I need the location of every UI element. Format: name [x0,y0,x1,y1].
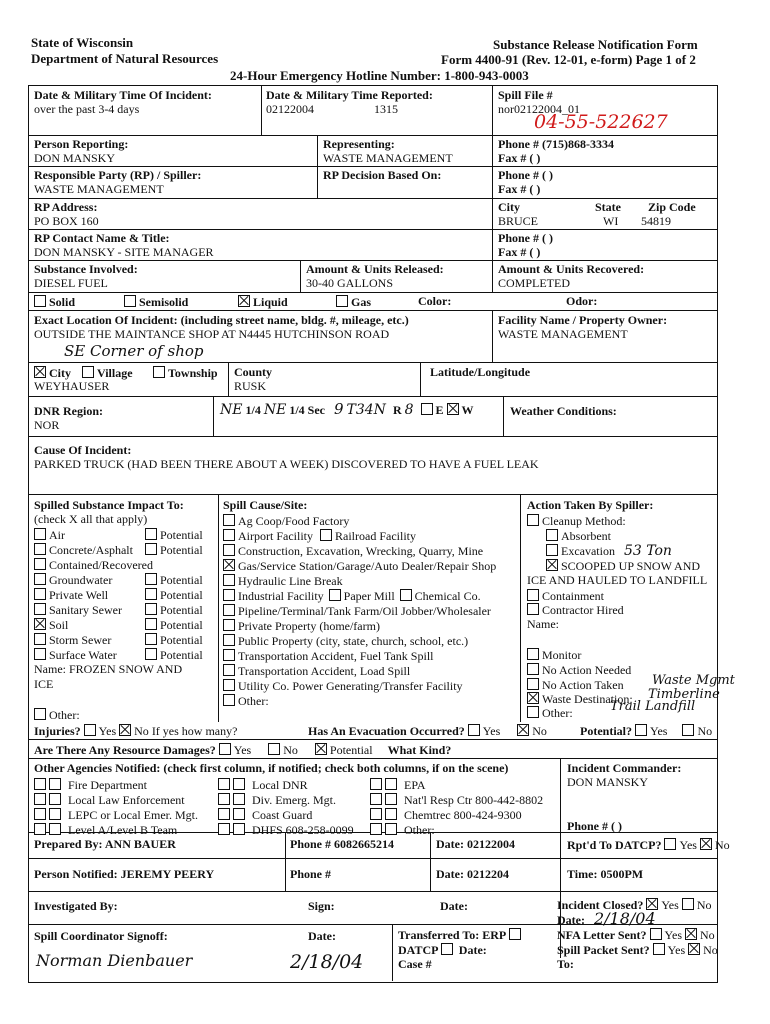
range-east-checkbox[interactable] [421,403,433,415]
impact-item[interactable] [34,618,68,632]
agency-checkbox[interactable] [385,793,397,805]
cause-public-checkbox[interactable] [223,634,235,646]
city-label: City [498,200,520,214]
agency-checkbox[interactable] [34,808,46,820]
notified-phone: Phone # [290,867,332,881]
gas-checkbox[interactable] [336,295,348,307]
representing-value: WASTE MANAGEMENT [323,151,453,165]
prepared-phone: Phone # 6082665214 [290,837,395,851]
hand-waste-mgmt: Waste Mgmt [652,673,735,688]
agency-item[interactable] [34,808,198,822]
spill-file-value: nor02122004_01 [498,102,580,116]
fax-3: Fax # ( ) [498,245,541,259]
scooped-checkbox[interactable] [546,559,558,571]
potential-checkbox[interactable] [145,618,157,630]
substance-value: DIESEL FUEL [34,276,108,290]
solid-checkbox[interactable] [34,295,46,307]
action-other-checkbox[interactable] [527,706,539,718]
exact-location-label: Exact Location Of Incident: (including street name, bldg. #, mileage, etc.) [34,313,409,327]
commander-value: DON MANSKY [567,775,649,789]
rp-contact-label: RP Contact Name & Title: [34,231,170,245]
department-title: Department of Natural Resources [31,51,219,66]
injuries-row: Injuries? Yes No If yes how many? [34,724,238,738]
agency-checkbox[interactable] [34,823,46,835]
potential-checkbox[interactable] [145,588,157,600]
township-option[interactable]: Township [153,366,218,380]
impact-name-value: ICE [34,677,54,691]
cause-fuel-tank-checkbox[interactable] [223,649,235,661]
impact-item[interactable] [34,633,111,647]
potential-checkbox[interactable] [145,573,157,585]
agency-label: Local DNR [252,778,308,792]
agency-item[interactable] [370,823,435,837]
agency-label: Chemtrec 800-424-9300 [404,808,522,822]
cause-site-label: Spill Cause/Site: [223,498,308,512]
agency-checkbox[interactable] [49,793,61,805]
evac-no-checkbox[interactable] [517,724,529,736]
hand-trail-landfill: Trail Landfill [610,699,696,714]
agency-checkbox[interactable] [49,808,61,820]
potential-label: Potential [160,633,203,647]
no-action-needed-checkbox[interactable] [527,663,539,675]
signoff-label: Spill Coordinator Signoff: [34,929,168,943]
odor-label: Odor: [566,294,598,308]
agencies-label: Other Agencies Notified: (check first column, if notified; check both columns, if on the scene) [34,761,509,775]
datcp-row: Rpt'd To DATCP? Yes No [567,838,730,852]
impact-item-label: Contained/Recovered [49,558,153,572]
potential-checkbox[interactable] [145,528,157,540]
potential-checkbox[interactable] [145,543,157,555]
nfa-yes-checkbox[interactable] [650,928,662,940]
potential-label: Potential [160,603,203,617]
injuries-yes-checkbox[interactable] [84,724,96,736]
phone-1: Phone # (715)868-3334 [498,137,614,151]
closed-no-checkbox[interactable] [682,898,694,910]
fax-2: Fax # ( ) [498,182,541,196]
potential-no-checkbox[interactable] [682,724,694,736]
agency-checkbox[interactable] [218,778,230,790]
incident-time-value: over the past 3-4 days [34,102,140,116]
form-title: Substance Release Notification Form [493,37,698,52]
containment[interactable]: Containment [527,589,604,603]
impact-other[interactable]: Other: [34,708,80,722]
impact-checkbox[interactable] [34,558,46,570]
containment-checkbox[interactable] [527,589,539,601]
impact-item-label: Air [49,528,65,542]
phone-2: Phone # ( ) [498,168,553,182]
absorbent-checkbox[interactable] [546,529,558,541]
facility-value: WASTE MANAGEMENT [498,327,628,341]
cause-site-hydraulic[interactable]: Hydraulic Line Break [223,574,343,588]
impact-potential[interactable] [145,588,203,602]
packet-yes-checkbox[interactable] [653,943,665,955]
evac-yes-checkbox[interactable] [468,724,480,736]
reported-time-value: 1315 [374,102,398,116]
substance-label: Substance Involved: [34,262,138,276]
agency-checkbox[interactable] [385,823,397,835]
liquid-option[interactable]: Liquid [238,295,288,309]
cause-site-load[interactable]: Transportation Accident, Load Spill [223,664,410,678]
potential-row: Potential? Yes No [580,724,713,738]
agency-item[interactable] [218,793,336,807]
notified-date: Date: 0212204 [436,867,509,881]
city-option[interactable]: City [34,366,71,380]
agency-item[interactable] [218,823,354,837]
prepared-by: Prepared By: ANN BAUER [34,837,176,851]
form-number: Form 4400-91 (Rev. 12-01, e-form) Page 1 of 2 [441,52,696,67]
incident-closed-row: Incident Closed? Yes No [557,898,712,912]
county-label: County [234,365,273,379]
agency-checkbox[interactable] [218,808,230,820]
reported-time-label: Date & Military Time Reported: [266,88,433,102]
impact-item-label: Surface Water [49,648,117,662]
agency-checkbox[interactable] [370,793,382,805]
cause-site-ag[interactable]: Ag Coop/Food Factory [223,514,349,528]
dnr-region-value: NOR [34,418,60,432]
packet-row: Spill Packet Sent? Yes No [557,943,718,957]
municipality-value: WEYHAUSER [34,379,110,393]
excavation[interactable]: Excavation 53 Ton [546,544,672,558]
agency-label: Nat'l Resp Ctr 800-442-8802 [404,793,544,807]
potential-yes-checkbox[interactable] [635,724,647,736]
agency-item[interactable] [218,778,308,792]
transferred-row: Transferred To: ERP [398,928,524,942]
cause-site-construction[interactable]: Construction, Excavation, Wrecking, Quarry, Mine [223,544,483,558]
impact-item-label: Groundwater [49,573,113,587]
impact-item-label: Concrete/Asphalt [49,543,133,557]
cause-site-airport[interactable]: Airport Facility Railroad Facility [223,529,416,543]
agency-item[interactable] [370,778,426,792]
dnr-region-label: DNR Region: [34,404,103,418]
agency-item[interactable] [370,793,543,807]
agency-item[interactable] [34,793,185,807]
waste-destination-checkbox[interactable] [527,692,539,704]
commander-phone: Phone # ( ) [567,819,622,833]
agency-checkbox[interactable] [34,793,46,805]
agency-item[interactable] [34,778,147,792]
cause-ag-checkbox[interactable] [223,514,235,526]
action-other[interactable]: Other: [527,706,573,720]
agency-label: Fire Department [68,778,147,792]
impact-name-label: Name: FROZEN SNOW AND [34,662,183,676]
signoff-date-label: Date: [308,929,336,943]
potential-label: Potential [160,588,203,602]
absorbent[interactable]: Absorbent [546,529,611,543]
released-label: Amount & Units Released: [306,262,444,276]
agency-checkbox[interactable] [49,778,61,790]
impact-item-label: Storm Sewer [49,633,112,647]
datcp-yes-checkbox[interactable] [664,838,676,850]
impact-item[interactable] [34,648,117,662]
semisolid-option[interactable]: Semisolid [124,295,188,309]
agency-label: Div. Emerg. Mgt. [252,793,336,807]
township-checkbox[interactable] [153,366,165,378]
agency-checkbox[interactable] [34,778,46,790]
monitor-checkbox[interactable] [527,648,539,660]
agency-checkbox[interactable] [233,823,245,835]
cause-site-industrial[interactable]: Industrial Facility Paper Mill Chemical Co. [223,589,481,603]
impact-item[interactable] [34,558,153,572]
color-label: Color: [418,294,452,308]
potential-label: Potential [160,543,203,557]
state-title: State of Wisconsin [31,35,134,50]
packet-no-checkbox[interactable] [688,943,700,955]
excavation-checkbox[interactable] [546,544,558,556]
weather-label: Weather Conditions: [510,404,617,418]
gas-option[interactable]: Gas [336,295,371,309]
agency-checkbox[interactable] [385,808,397,820]
agency-checkbox[interactable] [370,823,382,835]
cause-site-utility[interactable]: Utility Co. Power Generating/Transfer Facility [223,679,463,693]
state-value: WI [603,214,619,228]
datcp-transfer-checkbox[interactable] [441,943,453,955]
agency-label: Other: [404,823,435,837]
monitor[interactable]: Monitor [527,648,581,662]
agency-checkbox[interactable] [233,808,245,820]
impact-potential[interactable] [145,573,203,587]
cause-site-gas-station[interactable]: Gas/Service Station/Garage/Auto Dealer/Repair Shop [223,559,496,573]
potential-checkbox[interactable] [145,633,157,645]
cause-railroad-checkbox[interactable] [320,529,332,541]
rp-address-value: PO BOX 160 [34,214,99,228]
investigated-by: Investigated By: [34,899,118,913]
impact-checkbox[interactable] [34,588,46,600]
resource-potential-checkbox[interactable] [315,743,327,755]
scooped-cont: ICE AND HAULED TO LANDFILL [527,573,708,587]
agency-checkbox[interactable] [370,808,382,820]
injuries-no-checkbox[interactable] [119,724,131,736]
spill-file-label: Spill File # [498,88,553,102]
hotline: 24-Hour Emergency Hotline Number: 1-800-943-0003 [230,68,529,83]
semisolid-checkbox[interactable] [124,295,136,307]
cause-other-checkbox[interactable] [223,694,235,706]
cause-site-pipeline[interactable]: Pipeline/Terminal/Tank Farm/Oil Jobber/Wholesaler [223,604,491,618]
potential-checkbox[interactable] [145,603,157,615]
cause-paper-checkbox[interactable] [329,589,341,601]
zip-label: Zip Code [648,200,696,214]
person-reporting-label: Person Reporting: [34,137,129,151]
agency-label: EPA [404,778,426,792]
fax-1: Fax # ( ) [498,151,541,165]
resource-no-checkbox[interactable] [268,743,280,755]
impact-potential[interactable] [145,618,203,632]
rp-label: Responsible Party (RP) / Spiller: [34,168,202,182]
agency-checkbox[interactable] [218,793,230,805]
rp-value: WASTE MANAGEMENT [34,182,164,196]
cause-gas-station-checkbox[interactable] [223,559,235,571]
cause-industrial-checkbox[interactable] [223,589,235,601]
handwritten-case-number: 04-55-522627 [534,111,668,133]
cause-pipeline-checkbox[interactable] [223,604,235,616]
agency-checkbox[interactable] [233,793,245,805]
potential-label: Potential [160,648,203,662]
impact-potential[interactable] [145,633,203,647]
zip-value: 54819 [641,214,671,228]
rp-contact-value: DON MANSKY - SITE MANAGER [34,245,214,259]
nfa-row: NFA Letter Sent? Yes No [557,928,715,942]
contractor-name-label: Name: [527,617,559,631]
plss-line: NE 1/4 NE 1/4 Sec 9 T34N R 8 E W [220,400,474,418]
agency-item[interactable] [218,808,312,822]
impact-item-label: Private Well [49,588,109,602]
no-action-needed[interactable]: No Action Needed [527,663,631,677]
resource-row: Are There Any Resource Damages? Yes No Potential What Kind? [34,743,452,757]
agency-checkbox[interactable] [370,778,382,790]
impact-potential[interactable] [145,543,203,557]
village-option[interactable]: Village [82,366,133,380]
potential-checkbox[interactable] [145,648,157,660]
impact-checkbox[interactable] [34,528,46,540]
village-checkbox[interactable] [82,366,94,378]
cause-construction-checkbox[interactable] [223,544,235,556]
rp-address-label: RP Address: [34,200,98,214]
agency-checkbox[interactable] [385,778,397,790]
cause-label: Cause Of Incident: [34,443,132,457]
cause-value: PARKED TRUCK (HAD BEEN THERE ABOUT A WEEK) DISCOVERED TO HAVE A FUEL LEAK [34,457,539,471]
nfa-no-checkbox[interactable] [685,928,697,940]
impact-other-checkbox[interactable] [34,708,46,720]
phone-3: Phone # ( ) [498,231,553,245]
impact-potential[interactable] [145,603,203,617]
impact-checkbox[interactable] [34,543,46,555]
impact-item[interactable] [34,528,65,542]
recovered-value: COMPLETED [498,276,570,290]
facility-label: Facility Name / Property Owner: [498,313,668,327]
erp-checkbox[interactable] [509,928,521,940]
cause-site-other[interactable]: Other: [223,694,269,708]
agency-checkbox[interactable] [218,823,230,835]
waste-destination[interactable]: Waste Destination: [527,692,633,706]
case-number-label: Case # [398,957,432,971]
impact-item-label: Soil [49,618,69,632]
closed-date-row: Date: 2/18/04 [557,909,656,928]
impact-potential[interactable] [145,648,203,662]
agency-label: Local Law Enforcement [68,793,185,807]
impact-sub: (check X all that apply) [34,512,148,526]
agency-label: LEPC or Local Emer. Mgt. [68,808,198,822]
impact-item[interactable] [34,603,122,617]
to-label: To: [557,957,574,971]
agency-item[interactable] [34,823,177,837]
potential-label: Potential [160,528,203,542]
impact-item[interactable] [34,588,108,602]
agency-label: DHFS 608-258-0099 [252,823,354,837]
released-value: 30-40 GALLONS [306,276,393,290]
exact-location-value: OUTSIDE THE MAINTANCE SHOP AT N4445 HUTCHINSON ROAD [34,327,390,341]
agency-label: Level A/Level B Team [68,823,178,837]
person-notified: Person Notified: JEREMY PEERY [34,867,215,881]
agency-label: Coast Guard [252,808,313,822]
handwritten-location: SE Corner of shop [64,342,204,360]
representing-label: Representing: [323,137,395,151]
cleanup-method[interactable]: Cleanup Method: [527,514,626,528]
prepared-date: Date: 02122004 [436,837,515,851]
action-label: Action Taken By Spiller: [527,498,654,512]
reported-date-value: 02122004 [266,102,314,116]
potential-label: Potential [160,573,203,587]
cleanup-checkbox[interactable] [527,514,539,526]
datcp-transfer-row: DATCP Date: [398,943,487,957]
impact-checkbox[interactable] [34,633,46,645]
cause-load-checkbox[interactable] [223,664,235,676]
cause-chemical-checkbox[interactable] [400,589,412,601]
contractor-checkbox[interactable] [527,603,539,615]
cause-utility-checkbox[interactable] [223,679,235,691]
datcp-no-checkbox[interactable] [700,838,712,850]
contractor-hired[interactable]: Contractor Hired [527,603,624,617]
scooped[interactable]: SCOOPED UP SNOW AND [546,559,700,573]
agency-checkbox[interactable] [49,823,61,835]
potential-label: Potential [160,618,203,632]
solid-option[interactable]: Solid [34,295,75,309]
range-west-checkbox[interactable] [447,403,459,415]
impact-potential[interactable] [145,528,203,542]
cause-hydraulic-checkbox[interactable] [223,574,235,586]
city-value: BRUCE [498,214,539,228]
investigated-date: Date: [440,899,468,913]
impact-checkbox[interactable] [34,618,46,630]
recovered-label: Amount & Units Recovered: [498,262,645,276]
cause-site-public[interactable]: Public Property (city, state, church, school, etc.) [223,634,468,648]
impact-checkbox[interactable] [34,573,46,585]
liquid-checkbox[interactable] [238,295,250,307]
impact-checkbox[interactable] [34,603,46,615]
agency-item[interactable] [370,808,522,822]
agency-checkbox[interactable] [233,778,245,790]
commander-label: Incident Commander: [567,761,682,775]
county-value: RUSK [234,379,267,393]
cause-airport-checkbox[interactable] [223,529,235,541]
incident-time-label: Date & Military Time Of Incident: [34,88,212,102]
coordinator-signature: Norman Dienbauer [36,951,193,970]
impact-item[interactable] [34,543,133,557]
impact-item-label: Sanitary Sewer [49,603,122,617]
impact-checkbox[interactable] [34,648,46,660]
state-label: State [595,200,621,214]
hand-timberline: Timberline [648,687,720,702]
person-reporting-value: DON MANSKY [34,151,116,165]
investigated-sign: Sign: [308,899,335,913]
notified-time: Time: 0500PM [567,867,644,881]
resource-yes-checkbox[interactable] [219,743,231,755]
cause-site-private[interactable]: Private Property (home/farm) [223,619,380,633]
rp-decision-label: RP Decision Based On: [323,168,442,182]
no-action-taken[interactable]: No Action Taken [527,678,624,692]
impact-label: Spilled Substance Impact To: [34,498,184,512]
impact-item[interactable] [34,573,112,587]
evacuation-row: Has An Evacuation Occurred? Yes No [308,724,547,738]
no-action-taken-checkbox[interactable] [527,678,539,690]
signoff-date-hand: 2/18/04 [290,951,364,973]
city-checkbox[interactable] [34,366,46,378]
cause-private-checkbox[interactable] [223,619,235,631]
cause-site-fuel-tank[interactable]: Transportation Accident, Fuel Tank Spill [223,649,434,663]
latlong-label: Latitude/Longitude [430,365,531,379]
